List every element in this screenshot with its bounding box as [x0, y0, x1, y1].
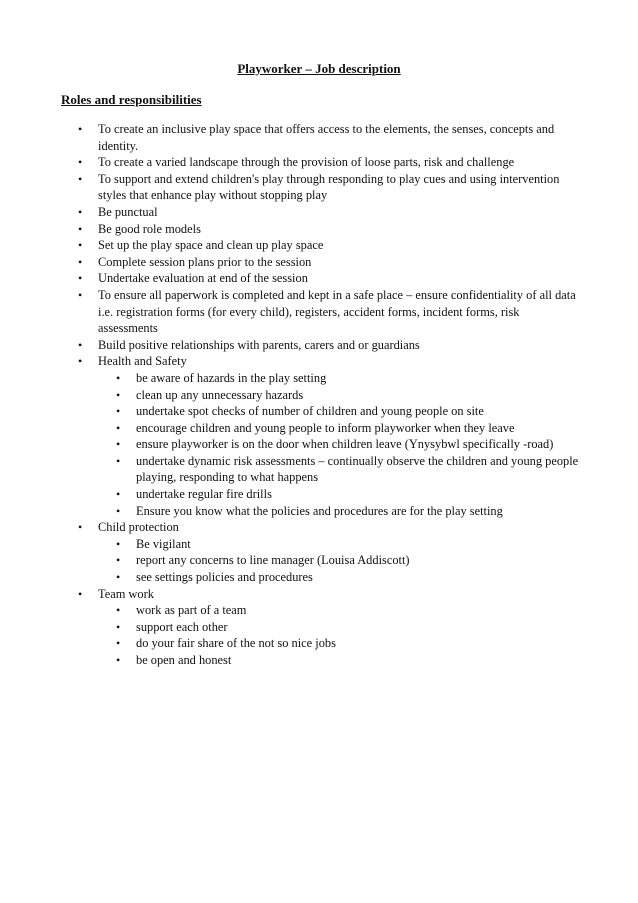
bullet-icon: • [116, 570, 121, 585]
list-item-text: Undertake evaluation at end of the session [98, 271, 308, 286]
bullet-icon: • [116, 636, 121, 651]
list-item [61, 154, 581, 171]
section-heading: Roles and responsibilities [61, 92, 202, 107]
list-item-text: To create a varied landscape through the provision of loose parts, risk and challenge [98, 155, 515, 170]
list-item [61, 237, 581, 254]
bullet-icon: • [78, 586, 83, 601]
list-item-text: To create an inclusive play space that offers access to the elements, the senses, concepts and identity. [98, 122, 555, 153]
bullet-icon: • [116, 453, 121, 468]
sub-list-item-text: work as part of a team [136, 603, 247, 618]
bullet-icon: • [116, 420, 121, 435]
bullet-icon: • [116, 487, 121, 502]
list-item [61, 254, 581, 271]
sub-list-item-text: clean up any unnecessary hazards [136, 387, 304, 402]
bullet-icon: • [78, 171, 83, 186]
list-item-text: Child protection [98, 520, 179, 535]
list-item [61, 204, 581, 221]
list-item-text: To support and extend children's play through responding to play cues and using intervention styles that enhance play without stopping play [98, 171, 560, 203]
list-item-text: Build positive relationships with parents, carers and or guardians [98, 337, 420, 352]
sub-list-item-text: undertake dynamic risk assessments – continually observe the children and young people playing, responding to what happens [136, 453, 579, 485]
list-item-text: To ensure all paperwork is completed and kept in a safe place – ensure confidentiality of all data i.e. registration forms (for every child), registers, accident forms, incident forms, risk assessments [98, 287, 576, 336]
sub-list-item [98, 387, 581, 404]
sub-list-item [98, 552, 581, 569]
sub-list-item [98, 486, 581, 503]
sub-list-item [98, 453, 581, 486]
sub-bullet-list [98, 370, 581, 519]
list-item-text: Health and Safety [98, 354, 187, 369]
sub-list-item [98, 420, 581, 437]
list-item-text: Set up the play space and clean up play space [98, 238, 324, 253]
sub-list-item-text: report any concerns to line manager (Louisa Addiscott) [136, 553, 410, 568]
list-item-text: Be good role models [98, 221, 201, 236]
bullet-icon: • [116, 404, 121, 419]
sub-bullet-list [98, 602, 581, 668]
bullet-icon: • [78, 122, 83, 136]
sub-list-item [98, 503, 581, 520]
bullet-icon: • [116, 553, 121, 568]
sub-list-item-text: undertake spot checks of number of children and young people on site [136, 404, 484, 419]
list-item [61, 221, 581, 238]
bullet-icon: • [78, 287, 83, 302]
bullet-icon: • [78, 204, 83, 219]
bullet-icon: • [78, 354, 83, 369]
bullet-icon: • [116, 536, 121, 551]
bullet-icon: • [116, 370, 121, 385]
bullet-icon: • [78, 155, 83, 170]
list-item [61, 171, 581, 204]
sub-list-item-text: undertake regular fire drills [136, 487, 272, 502]
sub-bullet-list [98, 536, 581, 586]
sub-list-item-text: be aware of hazards in the play setting [136, 370, 327, 385]
list-item [61, 586, 581, 669]
bullet-list [61, 121, 581, 669]
sub-list-item [98, 635, 581, 652]
bullet-icon: • [78, 221, 83, 236]
sub-list-item-text: Be vigilant [136, 536, 191, 551]
list-item [61, 353, 581, 519]
sub-list-item [98, 370, 581, 387]
sub-list-item-text: ensure playworker is on the door when children leave (Ynysybwl specifically -road) [136, 437, 554, 452]
sub-list-item [98, 602, 581, 619]
sub-list-item-text: encourage children and young people to inform playworker when they leave [136, 420, 515, 435]
document-title: Playworker – Job description [237, 61, 401, 76]
list-item-text: Team work [98, 586, 154, 601]
sub-list-item [98, 619, 581, 636]
responsibilities-list [61, 121, 581, 669]
sub-list-item [98, 569, 581, 586]
sub-list-item-text: see settings policies and procedures [136, 570, 313, 585]
bullet-icon: • [116, 387, 121, 402]
list-item [61, 270, 581, 287]
sub-list-item [98, 536, 581, 553]
sub-list-item [98, 652, 581, 669]
bullet-icon: • [116, 503, 121, 518]
sub-list-item-text: support each other [136, 619, 228, 634]
bullet-icon: • [116, 619, 121, 634]
sub-list-item [98, 436, 581, 453]
list-item [61, 287, 581, 337]
sub-list-item-text: Ensure you know what the policies and procedures are for the play setting [136, 503, 503, 518]
list-item [61, 337, 581, 354]
bullet-icon: • [78, 520, 83, 535]
list-item [61, 121, 581, 154]
bullet-icon: • [78, 271, 83, 286]
sub-list-item-text: do your fair share of the not so nice jobs [136, 636, 336, 651]
list-item-text: Complete session plans prior to the session [98, 254, 312, 269]
bullet-icon: • [78, 238, 83, 253]
bullet-icon: • [116, 437, 121, 452]
sub-list-item-text: be open and honest [136, 653, 232, 667]
bullet-icon: • [78, 254, 83, 269]
list-item [61, 519, 581, 585]
sub-list-item [98, 403, 581, 420]
bullet-icon: • [116, 653, 121, 667]
bullet-icon: • [78, 337, 83, 352]
list-item-text: Be punctual [98, 204, 158, 219]
bullet-icon: • [116, 603, 121, 618]
